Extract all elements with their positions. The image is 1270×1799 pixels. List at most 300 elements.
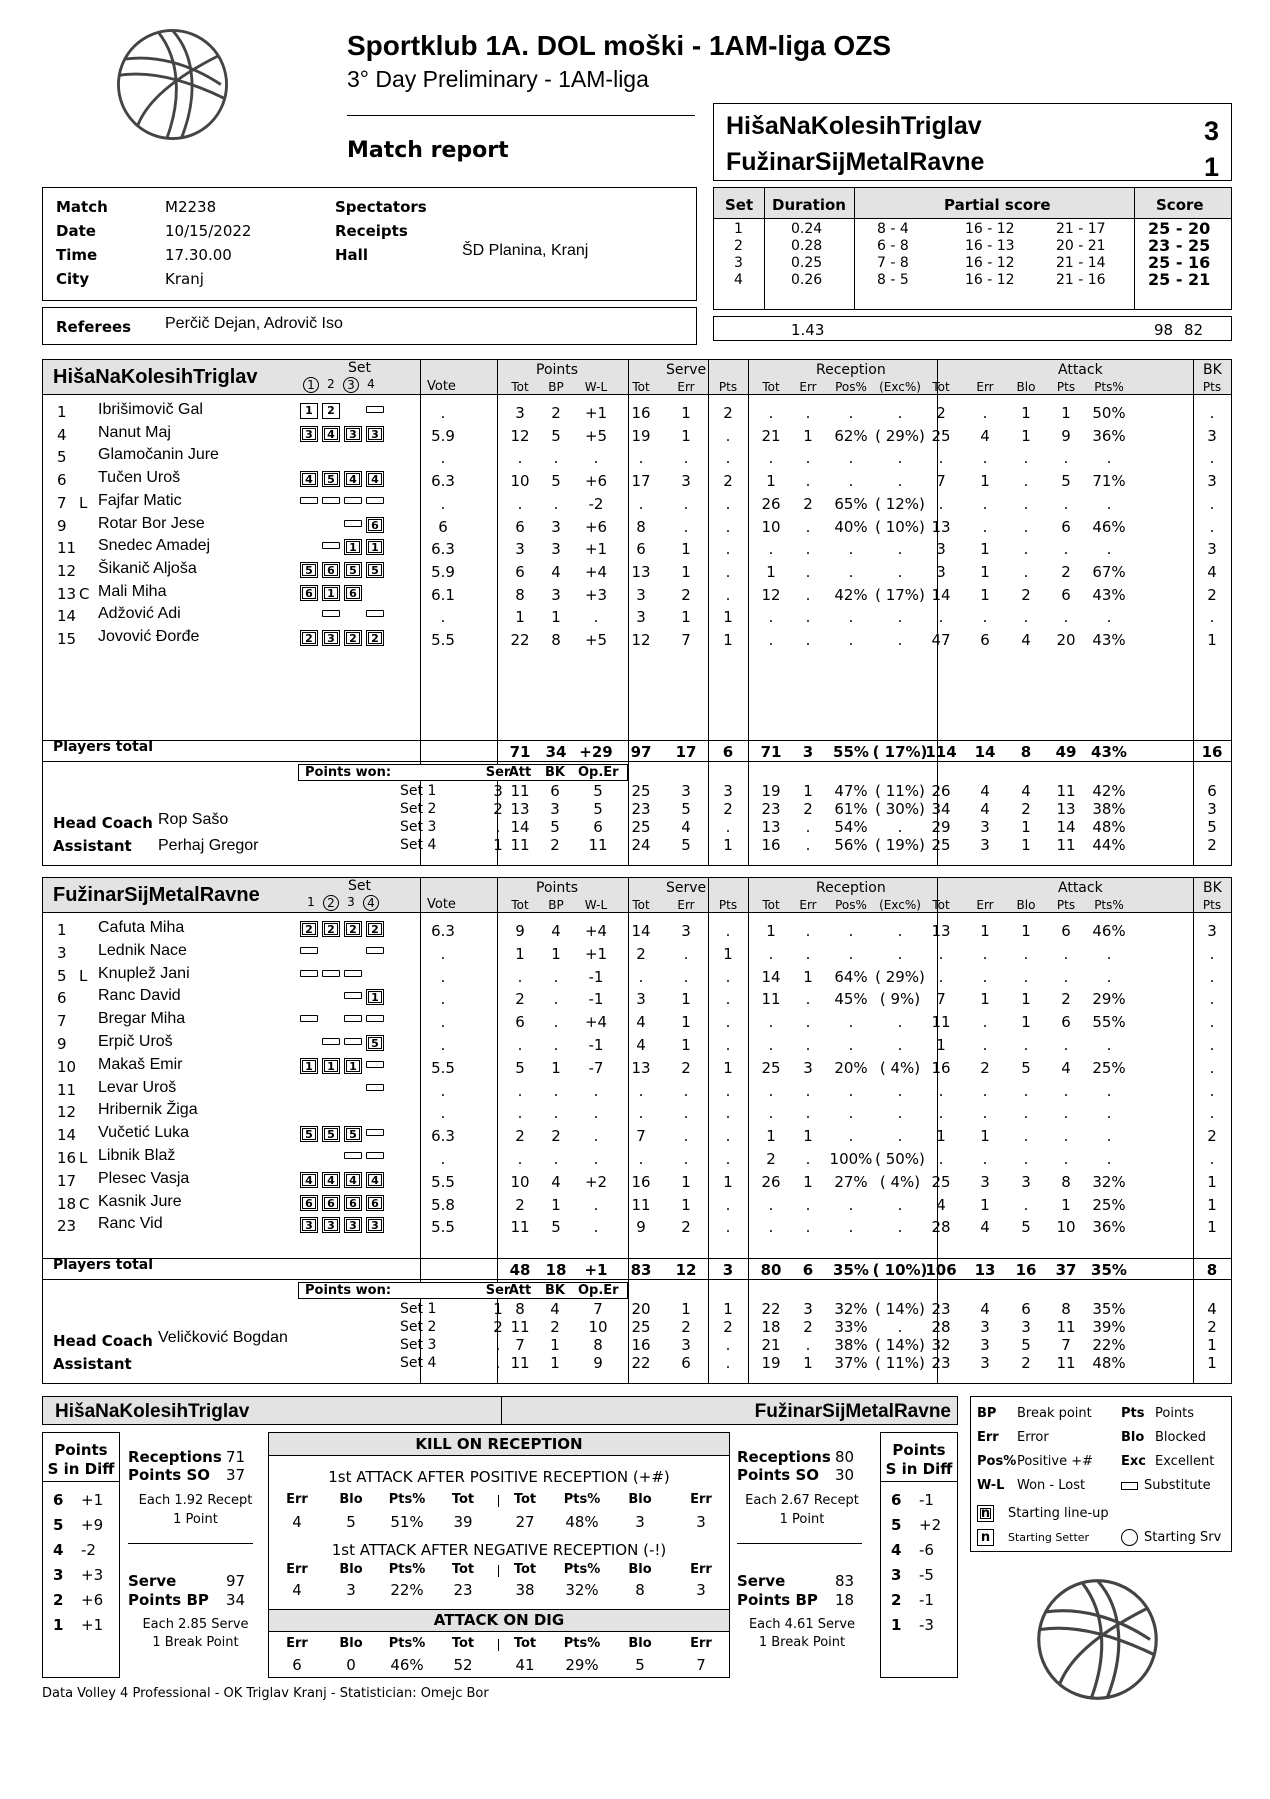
kill-value: 3 <box>696 1513 706 1531</box>
stat-vote: 5.5 <box>431 1058 455 1077</box>
stat-s_pts: . <box>725 1013 731 1032</box>
set-stat-att: 8 <box>515 1300 525 1318</box>
subheader-err: Err <box>677 380 695 394</box>
set-stat-r_pos: 47% <box>834 782 868 800</box>
stat-bk: . <box>1209 449 1215 468</box>
total-s_err: 12 <box>675 1261 697 1279</box>
sets-table <box>713 187 1232 310</box>
bk-header: BK <box>1203 880 1222 896</box>
lineup-position: 5 <box>324 1128 338 1140</box>
player-name: Fajfar Matic <box>98 491 182 509</box>
total-tot: 48 <box>509 1261 531 1279</box>
stat-s_pts: . <box>725 1127 731 1146</box>
stat-bp: 2 <box>551 404 561 422</box>
legend-code: Pos% <box>977 1454 1017 1469</box>
set-stat-ser: . <box>495 1336 501 1354</box>
stat-a_pts: . <box>1063 1104 1069 1123</box>
set-stat-a_tot: 29 <box>931 818 951 836</box>
stat-r_exc: . <box>897 1104 903 1123</box>
stat-a_pts: . <box>1063 1036 1069 1054</box>
starting-lineup-box <box>344 1195 362 1211</box>
set-stat-oper: 10 <box>588 1318 608 1336</box>
stat-r_exc: . <box>897 1013 903 1032</box>
kill-value: 7 <box>696 1656 706 1674</box>
lineup-position: 4 <box>346 1174 360 1186</box>
total-r_exc: ( 10%) <box>872 1261 928 1279</box>
player-role: L <box>79 1149 88 1167</box>
stat-r_exc: ( 50%) <box>875 1150 925 1168</box>
stat-s_pts: 2 <box>723 404 733 422</box>
stat-bk: . <box>1209 1058 1215 1077</box>
substitute-icon <box>366 1129 384 1136</box>
diff-score: 4 <box>891 1541 902 1559</box>
player-number: 7 <box>57 1012 67 1031</box>
player-name: Adžović Adi <box>98 605 181 623</box>
player-name: Jovović Đorđe <box>98 628 200 645</box>
stat-a_blo: 1 <box>1021 1013 1031 1032</box>
stat-a_pct: . <box>1106 1104 1112 1123</box>
starting-setter-box: 1 <box>300 403 318 419</box>
stat-a_tot: 1 <box>936 1127 946 1146</box>
kill-header-err: Err <box>690 1562 712 1577</box>
stat-a_pct: 36% <box>1092 1218 1126 1237</box>
stat-a_tot: 7 <box>936 472 946 491</box>
stat-a_tot: 11 <box>931 1013 951 1032</box>
stat-s_tot: . <box>638 1150 644 1168</box>
kill-header-blo: Blo <box>339 1492 363 1507</box>
subheader-blo: Blo <box>1016 898 1036 912</box>
stat-r_pos: . <box>848 944 854 963</box>
set-stat-r_pos: 56% <box>834 836 868 854</box>
stat-vote: . <box>440 1036 446 1054</box>
stat-a_pct: . <box>1106 967 1112 986</box>
set-row-label: Set 3 <box>400 819 437 835</box>
partial-score-8: 8 - 4 <box>877 221 909 237</box>
stat-a_blo: 1 <box>1021 404 1031 422</box>
stat-vote: . <box>440 944 446 963</box>
set-digit: 2 <box>323 895 339 911</box>
stat-s_tot: 14 <box>631 922 651 940</box>
starting-lineup-box <box>300 630 318 646</box>
player-role: C <box>79 1194 90 1213</box>
stat-r_err: . <box>805 608 811 627</box>
match-city: Kranj <box>165 270 204 288</box>
starting-lineup-box <box>366 471 384 487</box>
lineup-position: 5 <box>346 564 360 576</box>
player-name: Šikanič Aljoša <box>98 559 197 577</box>
lineup-position: 6 <box>368 1197 382 1209</box>
stat-r_err: . <box>805 585 811 604</box>
set-stat-s_pts: 1 <box>723 836 733 854</box>
kill-title-line <box>269 1455 729 1456</box>
stat-s_pts: . <box>725 1081 731 1100</box>
starting-lineup-box <box>344 471 362 487</box>
stat-r_tot: . <box>768 404 774 422</box>
stat-r_pos: . <box>848 562 854 581</box>
starting-lineup-box <box>344 1217 362 1233</box>
total-s_pts: 6 <box>722 743 734 761</box>
stat-vote: . <box>440 967 446 986</box>
stat-s_pts: . <box>725 517 731 536</box>
reception-header: Reception <box>816 880 886 896</box>
stat-a_err: . <box>982 1013 988 1032</box>
set-stat-r_exc: ( 30%) <box>875 800 925 818</box>
set-number: 1 <box>734 221 743 237</box>
stat-r_err: 1 <box>803 967 813 986</box>
substitute-icon <box>322 610 340 617</box>
player-number: 14 <box>57 1126 77 1145</box>
stat-s_pts: . <box>725 562 731 581</box>
stat-a_blo: 2 <box>1021 585 1031 604</box>
diff-value: +3 <box>81 1566 104 1584</box>
stat-vote: 5.5 <box>431 631 455 649</box>
stat-r_tot: 1 <box>766 472 776 491</box>
stat-r_exc: . <box>897 1081 903 1100</box>
stat-a_pts: 6 <box>1061 585 1071 604</box>
stat-wl: +3 <box>584 585 608 604</box>
stat-s_pts: 1 <box>723 1058 733 1077</box>
stat-a_tot: . <box>938 608 944 627</box>
starting-lineup-box <box>322 630 340 646</box>
set-stat-bkp: 6 <box>1207 782 1217 800</box>
sets-header-score: Score <box>1156 196 1204 214</box>
stat-a_tot: 47 <box>931 631 951 649</box>
stat-tot: . <box>517 1036 523 1054</box>
stat-r_exc: . <box>897 562 903 581</box>
set-stat-s_tot: 24 <box>631 836 651 854</box>
stat-bk: . <box>1209 404 1215 422</box>
sets-header-set: Set <box>725 196 754 214</box>
player-number: 17 <box>57 1171 77 1190</box>
stat-s_err: . <box>683 494 689 513</box>
stat-a_tot: . <box>938 1081 944 1100</box>
stat-a_tot: . <box>938 449 944 468</box>
stat-a_tot: . <box>938 944 944 963</box>
substitute-icon <box>344 497 362 504</box>
lineup-position: 6 <box>302 1197 316 1209</box>
team-a-stats-table <box>42 359 1232 866</box>
kill-value: 0 <box>346 1656 356 1674</box>
stat-r_tot: 11 <box>761 990 781 1009</box>
partial-score-16: 16 - 12 <box>965 272 1015 288</box>
set-stat-r_pos: 37% <box>834 1354 868 1372</box>
stat-s_pts: . <box>725 585 731 604</box>
stat-tot: . <box>517 1081 523 1100</box>
substitute-icon <box>322 497 340 504</box>
stat-a_pct: . <box>1106 1081 1112 1100</box>
kill-title: KILL ON RECEPTION <box>415 1435 583 1453</box>
stat-tot: . <box>517 1150 523 1168</box>
stat-s_err: 2 <box>681 585 691 604</box>
kill-header-tot: Tot <box>513 1492 537 1507</box>
kill-value: 3 <box>696 1581 706 1599</box>
dig-line-top <box>269 1609 729 1610</box>
player-number: 7 <box>57 493 67 512</box>
lineup-position: 3 <box>324 1219 338 1231</box>
lineup-position: 5 <box>302 564 316 576</box>
stat-bp: 5 <box>551 472 561 491</box>
assistant-name: Perhaj Gregor <box>158 837 259 854</box>
stat-a_err: . <box>982 1036 988 1054</box>
set-stat-r_tot: 16 <box>761 836 781 854</box>
stat-s_tot: 2 <box>636 944 646 963</box>
stat-a_blo: 4 <box>1021 631 1031 649</box>
starting-lineup-box <box>366 1195 384 1211</box>
legend-item <box>977 1431 1049 1444</box>
team-b-stats-table <box>42 877 1232 1384</box>
stat-bk: 1 <box>1207 1172 1217 1191</box>
set-stat-s_pts: 2 <box>723 800 733 818</box>
subheader-pts: Pts <box>718 380 738 394</box>
starting-lineup-box <box>366 1217 384 1233</box>
set-duration: 0.24 <box>791 221 823 237</box>
sets-header-partial: Partial score <box>944 196 1051 214</box>
player-number: 9 <box>57 1035 67 1053</box>
starting-lineup-box <box>366 517 384 533</box>
set-stat-s_tot: 25 <box>631 782 651 800</box>
stat-a_err: . <box>982 967 988 986</box>
lineup-position: 5 <box>302 1128 316 1140</box>
stat-wl: . <box>593 1104 599 1123</box>
subheader-pts: Pts <box>1056 898 1076 912</box>
stat-r_tot: 21 <box>761 426 781 445</box>
subheader-err: Err <box>799 898 817 912</box>
starting-lineup-box <box>344 1058 362 1074</box>
stat-s_err: 1 <box>681 540 691 559</box>
set-stat-r_exc: ( 19%) <box>875 836 925 854</box>
stat-a_blo: . <box>1023 1127 1029 1146</box>
substitute-icon <box>300 970 318 977</box>
set-stat-r_err: . <box>805 836 811 854</box>
b-points-so: 30 <box>835 1466 855 1484</box>
stat-r_tot: . <box>768 631 774 649</box>
lineup-position: 5 <box>324 473 338 485</box>
stat-a_blo: . <box>1023 1036 1029 1054</box>
starting-lineup-box <box>366 539 384 555</box>
set-stat-a_pct: 39% <box>1092 1318 1126 1336</box>
stat-r_exc: . <box>897 1218 903 1237</box>
total-r_err: 3 <box>802 743 814 761</box>
stat-s_err: 1 <box>681 608 691 627</box>
player-name: Cafuta Miha <box>98 919 185 936</box>
set-digit: 4 <box>367 377 375 391</box>
stat-a_err: . <box>982 944 988 963</box>
assistant-label: Assistant <box>53 1355 132 1373</box>
set-stat-bk: 3 <box>550 800 560 818</box>
stat-tot: 9 <box>515 922 525 940</box>
lineup-position: 6 <box>324 564 338 576</box>
stat-tot: . <box>517 1104 523 1123</box>
set-stat-oper: 9 <box>593 1354 603 1372</box>
substitute-icon <box>300 1015 318 1022</box>
diff-score: 2 <box>53 1591 64 1609</box>
stat-s_tot: 17 <box>631 472 651 491</box>
stat-a_err: 4 <box>980 1218 990 1237</box>
stat-bk: 4 <box>1207 562 1217 581</box>
total-wl: +1 <box>584 1261 608 1279</box>
stat-bp: 4 <box>551 562 561 581</box>
stat-wl: . <box>593 1195 599 1214</box>
stat-a_pts: 5 <box>1061 472 1071 491</box>
subheader-pos: Pos% <box>835 380 867 394</box>
kill-header-ptspct: Pts% <box>388 1562 426 1577</box>
sets-total-box <box>713 316 1232 341</box>
total-a_pts: 49 <box>1055 743 1077 761</box>
stat-s_tot: 11 <box>631 1195 651 1214</box>
stat-a_pts: . <box>1063 608 1069 627</box>
stat-s_err: 1 <box>681 990 691 1009</box>
set-stat-att: 11 <box>510 1318 530 1336</box>
stat-r_tot: . <box>768 944 774 963</box>
set-stat-a_pts: 11 <box>1056 782 1076 800</box>
subheader-ptsp: Pts% <box>1094 380 1124 394</box>
player-name: Ranc David <box>98 987 181 1005</box>
player-role: C <box>79 584 90 603</box>
stat-r_tot: . <box>768 1036 774 1054</box>
stat-r_err: 1 <box>803 1127 813 1146</box>
legend-text: Points <box>1155 1406 1195 1421</box>
legend-code: Blo <box>1121 1430 1145 1445</box>
kill-header-tot: Tot <box>513 1636 537 1651</box>
player-name: Hribernik Žiga <box>98 1101 198 1119</box>
set-stat-bk: 1 <box>550 1354 560 1372</box>
oper-header: Op.Er <box>578 1283 619 1298</box>
stat-a_blo: . <box>1023 472 1029 491</box>
stat-bk: . <box>1209 1081 1215 1100</box>
set-stat-s_err: 5 <box>681 836 691 854</box>
points-won-label: Points won: <box>305 765 392 780</box>
set-stat-oper: 5 <box>593 782 603 800</box>
set-digit: 1 <box>303 377 319 393</box>
stat-tot: 1 <box>515 944 525 963</box>
stat-vote: 6 <box>438 517 448 536</box>
set-stat-oper: 6 <box>593 818 603 836</box>
subheader-ptsbk: Pts <box>1202 380 1222 394</box>
opbk-header: BK <box>545 1283 565 1298</box>
lineup-position: 1 <box>368 991 382 1003</box>
b-receptions-label: Receptions <box>737 1448 831 1466</box>
substitute-icon <box>344 1152 362 1159</box>
stat-r_pos: . <box>848 1195 854 1214</box>
stat-s_tot: 6 <box>636 540 646 559</box>
lineup-position: 6 <box>368 519 382 531</box>
a-points-so: 37 <box>226 1466 246 1484</box>
stat-s_tot: 16 <box>631 1172 651 1191</box>
stat-s_tot: . <box>638 1081 644 1100</box>
starting-lineup-box <box>366 989 384 1005</box>
set-stat-a_blo: 6 <box>1021 1300 1031 1318</box>
lineup-position: 3 <box>346 428 360 440</box>
subheader-pos: Pos% <box>835 898 867 912</box>
set-stat-a_pct: 22% <box>1092 1336 1126 1354</box>
set-stat-r_tot: 23 <box>761 800 781 818</box>
player-number: 1 <box>57 403 67 421</box>
set-stat-bkp: 5 <box>1207 818 1217 836</box>
stat-r_tot: . <box>768 1081 774 1100</box>
stat-bk: . <box>1209 1013 1215 1032</box>
stat-vote: 5.9 <box>431 562 455 581</box>
stat-s_err: 2 <box>681 1058 691 1077</box>
set-stat-a_pct: 38% <box>1092 800 1126 818</box>
partial-score-21: 21 - 14 <box>1056 255 1106 271</box>
kill-header-blo: Blo <box>628 1636 652 1651</box>
stat-bk: . <box>1209 1104 1215 1123</box>
stat-bp: 3 <box>551 517 561 536</box>
stat-a_pct: . <box>1106 944 1112 963</box>
total-a_blo: 16 <box>1015 1261 1037 1279</box>
diff-score: 4 <box>53 1541 64 1559</box>
stat-tot: 22 <box>510 631 530 649</box>
total-bp: 18 <box>545 1261 567 1279</box>
stat-r_err: . <box>805 631 811 649</box>
stat-r_exc: ( 9%) <box>879 990 921 1009</box>
subheader-tot: Tot <box>932 898 950 912</box>
starting-lineup-box <box>300 1195 318 1211</box>
substitute-icon <box>366 947 384 954</box>
stat-bp: 2 <box>551 1127 561 1146</box>
stat-r_exc: . <box>897 608 903 627</box>
stat-wl: +4 <box>584 922 608 940</box>
a-points-bp-label: Points BP <box>128 1591 209 1609</box>
stat-r_exc: . <box>897 449 903 468</box>
set-stat-bkp: 3 <box>1207 800 1217 818</box>
kill-header-ptspct: Pts% <box>388 1636 426 1651</box>
subheader-tot: Tot <box>762 380 780 394</box>
kill-separator <box>498 1565 499 1577</box>
substitute-icon <box>300 497 318 504</box>
stat-a_blo: 1 <box>1021 426 1031 445</box>
stat-a_pts: . <box>1063 1081 1069 1100</box>
stat-a_pts: . <box>1063 540 1069 559</box>
stat-s_pts: 2 <box>723 472 733 491</box>
stat-s_pts: . <box>725 449 731 468</box>
stat-a_pts: 4 <box>1061 1058 1071 1077</box>
kill-on-reception <box>268 1432 730 1678</box>
stat-bp: . <box>553 494 559 513</box>
receipts-label: Receipts <box>335 222 408 240</box>
stat-tot: 12 <box>510 426 530 445</box>
lineup-position: 2 <box>346 632 360 644</box>
stat-r_err: . <box>805 562 811 581</box>
set-stat-a_err: 4 <box>980 1300 990 1318</box>
set-stat-s_tot: 16 <box>631 1336 651 1354</box>
set-stat-r_err: 2 <box>803 1318 813 1336</box>
partial-score-16: 16 - 12 <box>965 221 1015 237</box>
diff-score: 2 <box>891 1591 902 1609</box>
kill-header-tot: Tot <box>451 1562 475 1577</box>
starting-lineup-box <box>322 1126 340 1142</box>
set-stat-a_pts: 11 <box>1056 836 1076 854</box>
stat-vote: . <box>440 1081 446 1100</box>
subheader-exc: (Exc%) <box>879 380 921 394</box>
head-coach-name: Rop Sašo <box>158 811 229 828</box>
total-a_tot: 114 <box>925 743 957 761</box>
stat-a_pts: . <box>1063 944 1069 963</box>
stat-r_err: . <box>805 944 811 963</box>
stat-vote: 6.1 <box>431 585 455 604</box>
lineup-position: 6 <box>346 1197 360 1209</box>
player-name: Ranc Vid <box>98 1215 163 1233</box>
players-total-label: Players total <box>53 739 154 755</box>
substitute-icon <box>344 970 362 977</box>
set-header: Set <box>348 878 371 894</box>
kill-value: 38 <box>515 1581 535 1599</box>
diff-value: -2 <box>81 1541 96 1559</box>
stat-a_err: . <box>982 449 988 468</box>
stat-r_exc: . <box>897 472 903 491</box>
lineup-position: 4 <box>302 473 316 485</box>
set-row-label: Set 3 <box>400 1337 437 1353</box>
